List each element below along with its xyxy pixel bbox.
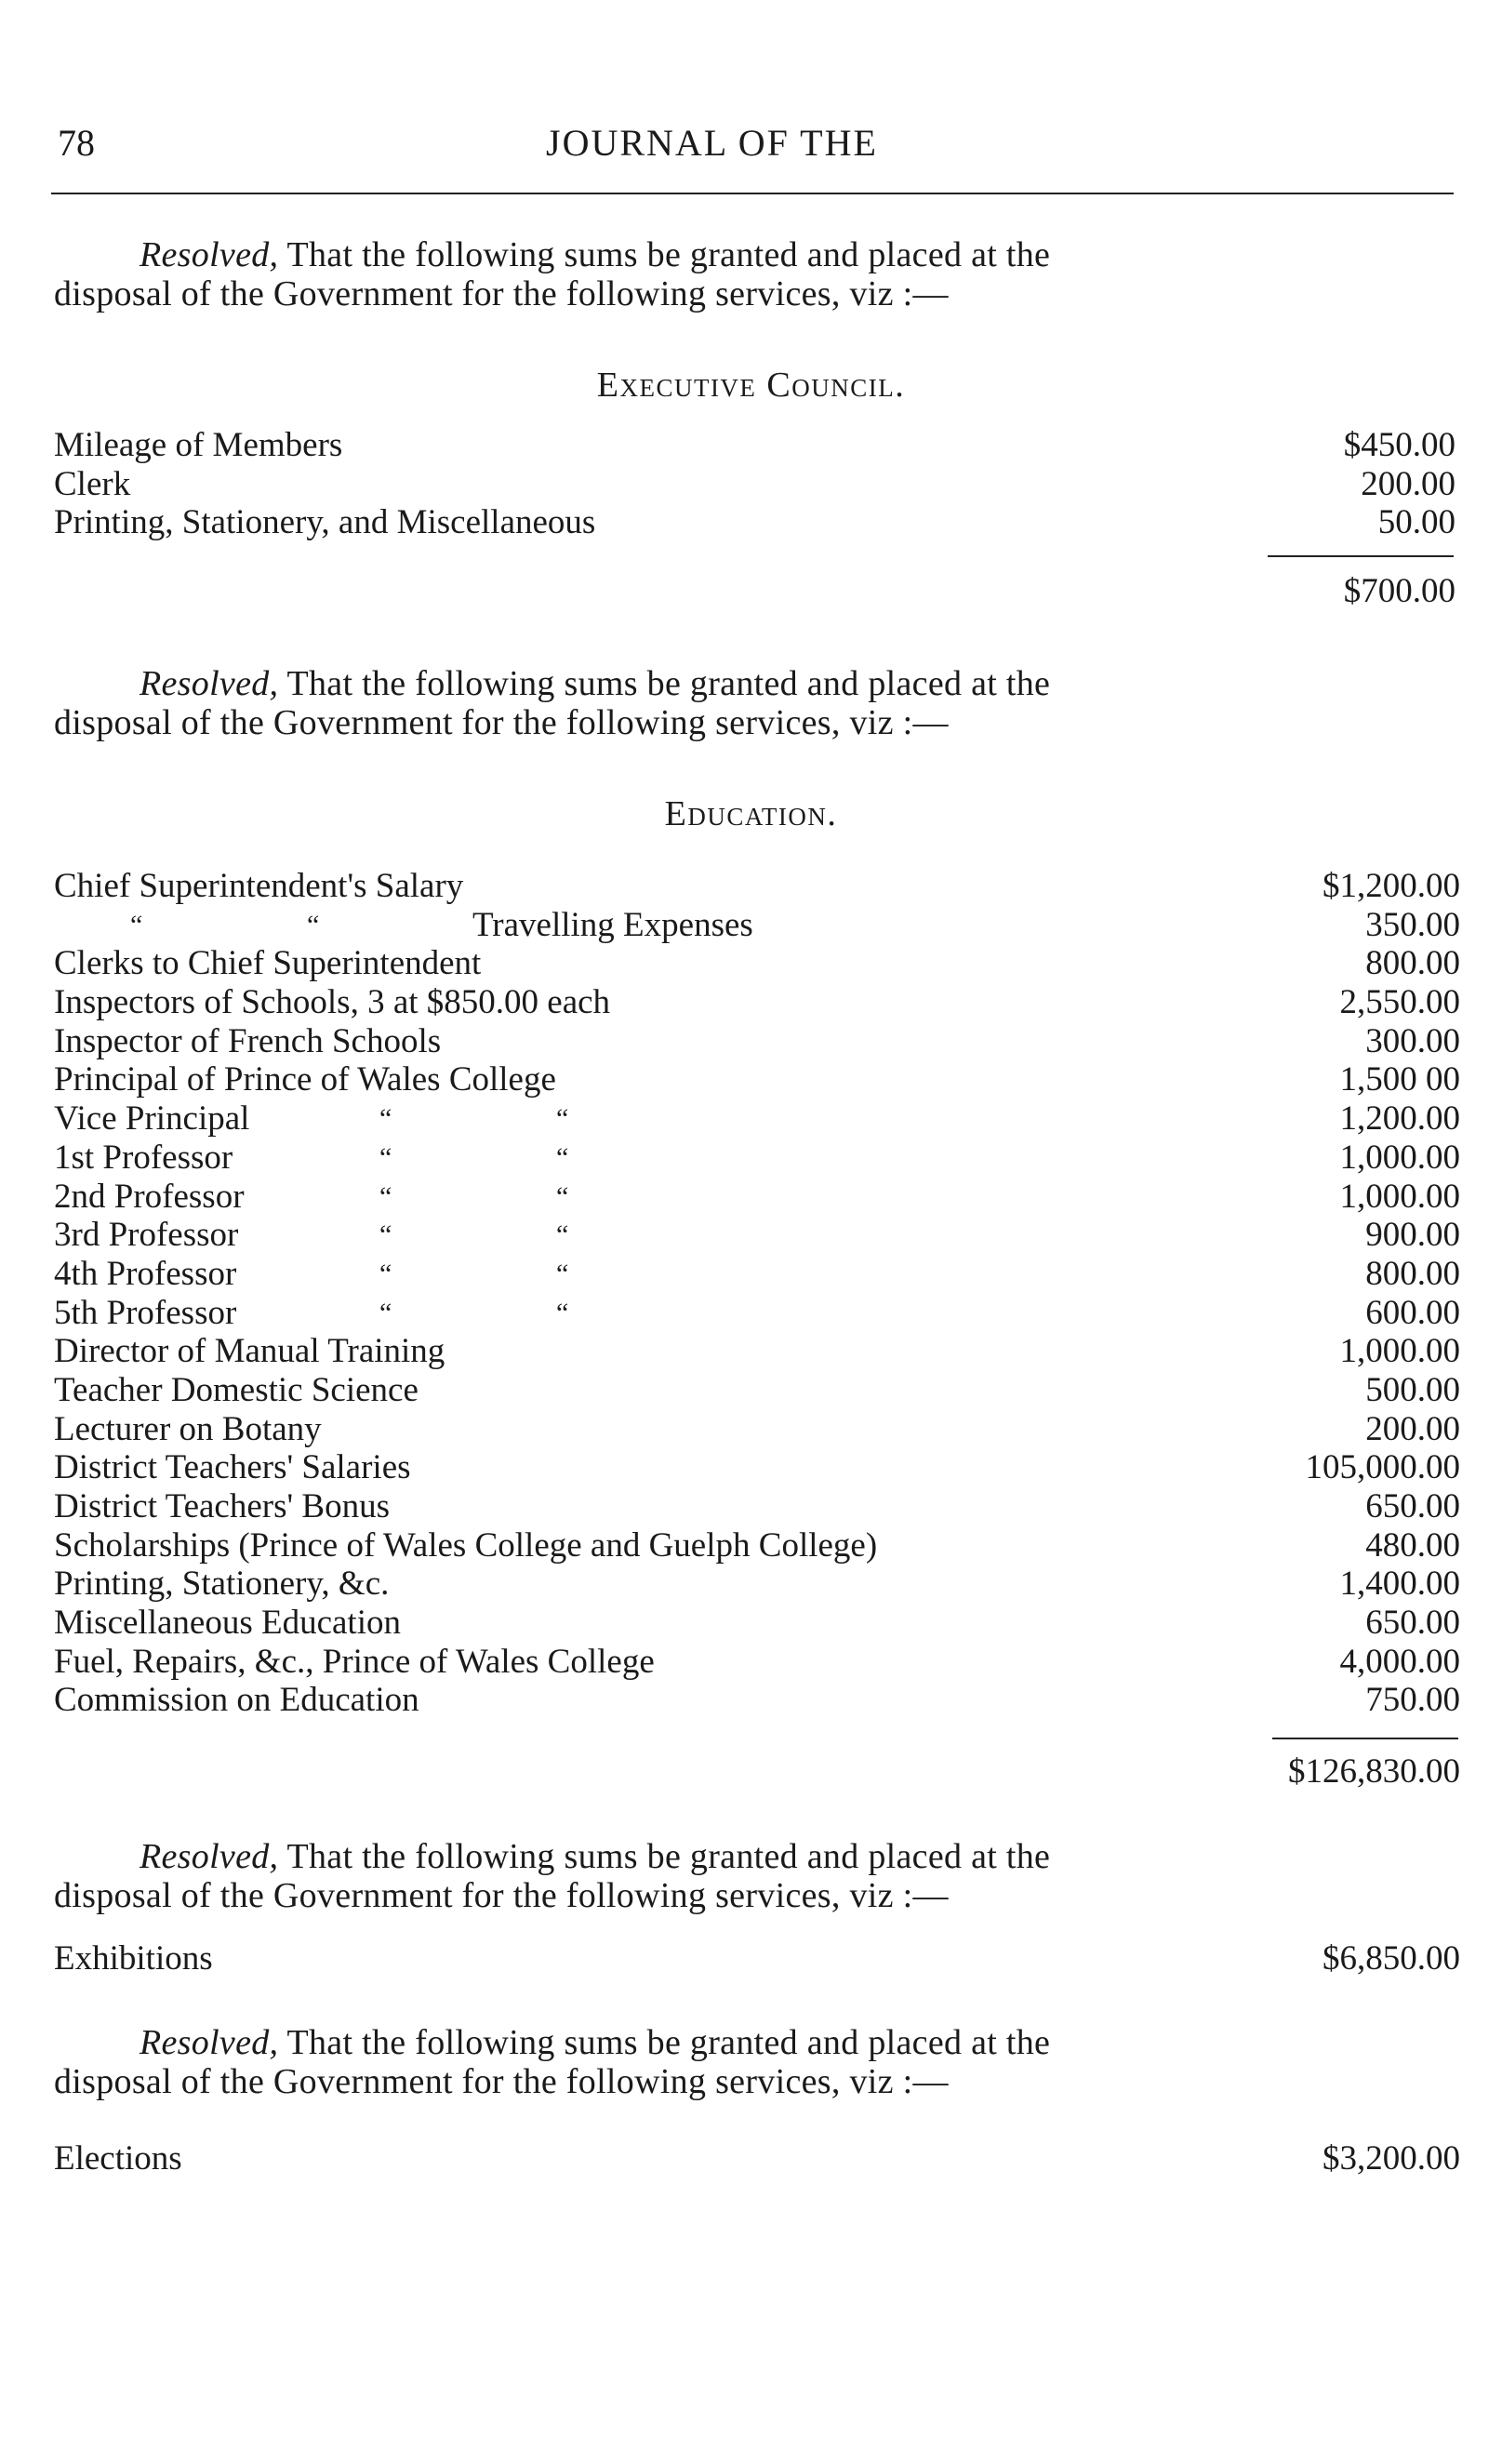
item-amount: 4,000.00 <box>1339 1642 1460 1681</box>
elections-label: Elections <box>54 2139 182 2178</box>
resolution-text-line1: That the following sums be granted and placed at the <box>286 1837 1051 1876</box>
resolution-text-line2: disposal of the Government for the following services, viz :— <box>54 2062 949 2101</box>
ledger-row <box>54 1139 1460 1178</box>
ledger-row <box>54 1294 1460 1333</box>
ledger-row <box>54 867 1460 906</box>
item-label: Teacher Domestic Science <box>54 1370 419 1409</box>
item-label: Vice Principal <box>54 1099 250 1139</box>
item-amount: 900.00 <box>1365 1216 1460 1255</box>
item-amount: 105,000.00 <box>1305 1448 1460 1487</box>
item-amount: 300.00 <box>1365 1021 1460 1060</box>
resolution-text-line1: That the following sums be granted and placed at the <box>286 2023 1051 2062</box>
item-amount: 500.00 <box>1365 1370 1460 1409</box>
item-amount: $450.00 <box>1343 426 1455 464</box>
ledger-row <box>54 944 1460 983</box>
ledger-row <box>54 1526 1460 1565</box>
item-amount: 800.00 <box>1365 944 1460 983</box>
ledger-row <box>54 1060 1460 1099</box>
page-number: 78 <box>58 122 95 164</box>
item-label: Clerks to Chief Superintendent <box>54 944 482 983</box>
resolved-word: Resolved, <box>140 664 279 703</box>
ledger-row <box>54 1255 1460 1294</box>
item-amount: 650.00 <box>1365 1604 1460 1643</box>
ditto-mark: “ <box>379 1297 392 1328</box>
item-amount: 1,400.00 <box>1339 1565 1460 1604</box>
exhibitions-amount: $6,850.00 <box>1323 1939 1460 1978</box>
item-amount: 50.00 <box>1377 503 1455 542</box>
resolution-text-line1: That the following sums be granted and placed at the <box>286 235 1051 274</box>
ditto-mark: “ <box>379 1219 392 1251</box>
item-amount: 650.00 <box>1365 1487 1460 1525</box>
ledger-row <box>54 465 1455 504</box>
running-head <box>58 112 1460 167</box>
item-amount: 350.00 <box>1365 905 1460 944</box>
ledger-row <box>54 1371 1460 1410</box>
resolved-word: Resolved, <box>140 1837 279 1876</box>
ledger-row <box>54 1332 1460 1371</box>
item-label: 3rd Professor <box>54 1216 239 1255</box>
item-label: Inspector of French Schools <box>54 1021 442 1060</box>
exhibitions-row <box>54 1938 1460 1980</box>
item-label: Director of Manual Training <box>54 1332 445 1371</box>
ledger-row <box>54 1643 1460 1682</box>
ledger-row <box>54 1565 1460 1604</box>
exhibitions-label: Exhibitions <box>54 1939 213 1978</box>
item-label: Chief Superintendent's Salary <box>54 867 464 905</box>
ledger-row <box>54 1216 1460 1255</box>
ditto-mark: “ <box>556 1180 569 1212</box>
ditto-mark: “ <box>130 909 143 940</box>
item-amount: 480.00 <box>1365 1525 1460 1565</box>
ditto-mark: “ <box>379 1103 392 1135</box>
ledger-row <box>54 1410 1460 1449</box>
education-items <box>54 867 1460 1720</box>
ditto-mark: “ <box>556 1103 569 1135</box>
ledger-row <box>54 1448 1460 1487</box>
resolution-text-line2: disposal of the Government for the following services, viz :— <box>54 1876 949 1915</box>
item-label: Inspectors of Schools, 3 at $850.00 each <box>54 983 611 1022</box>
ledger-row <box>54 1604 1460 1643</box>
executive-council-total: $700.00 <box>1343 572 1455 610</box>
elections-row <box>54 2138 1460 2180</box>
executive-council-items <box>54 426 1455 542</box>
ditto-mark: “ <box>379 1141 392 1173</box>
resolution-paragraph <box>54 235 1272 313</box>
ledger-row <box>54 906 1460 945</box>
item-label: Commission on Education <box>54 1681 419 1720</box>
item-amount: 1,000.00 <box>1339 1138 1460 1177</box>
ditto-mark: “ <box>556 1258 569 1289</box>
ledger-row <box>54 1022 1460 1061</box>
ditto-mark: “ <box>379 1258 392 1289</box>
header-rule <box>51 193 1454 194</box>
item-label: Scholarships (Prince of Wales College and Guelph College) <box>54 1525 878 1565</box>
item-amount: 1,200.00 <box>1339 1099 1460 1139</box>
item-label: District Teachers' Salaries <box>54 1448 411 1487</box>
item-amount: 1,500 00 <box>1339 1060 1460 1099</box>
resolved-word: Resolved, <box>140 2023 279 2062</box>
ledger-row <box>54 1178 1460 1217</box>
item-amount: 1,000.00 <box>1339 1332 1460 1371</box>
item-amount: 750.00 <box>1365 1681 1460 1720</box>
ledger-row <box>54 503 1455 542</box>
item-label: 4th Professor <box>54 1254 237 1293</box>
item-label: Lecturer on Botany <box>54 1409 322 1448</box>
resolution-text-line1: That the following sums be granted and placed at the <box>286 664 1051 703</box>
resolution-paragraph <box>54 664 1272 742</box>
item-label: 2nd Professor <box>54 1177 245 1216</box>
item-amount: 600.00 <box>1365 1293 1460 1332</box>
item-amount: 1,000.00 <box>1339 1177 1460 1216</box>
ditto-mark: “ <box>307 909 320 940</box>
item-label: 5th Professor <box>54 1293 237 1332</box>
resolved-word: Resolved, <box>140 235 279 274</box>
ditto-mark: “ <box>556 1219 569 1251</box>
item-label: Printing, Stationery, &c. <box>54 1565 390 1604</box>
resolution-paragraph <box>54 2023 1272 2101</box>
education-total: $126,830.00 <box>1288 1752 1460 1791</box>
item-label: 1st Professor <box>54 1138 233 1177</box>
ditto-mark: “ <box>556 1297 569 1328</box>
item-label: Principal of Prince of Wales College <box>54 1060 556 1099</box>
item-label: Clerk <box>54 464 131 503</box>
elections-amount: $3,200.00 <box>1323 2139 1460 2178</box>
item-amount: 800.00 <box>1365 1254 1460 1293</box>
item-label: District Teachers' Bonus <box>54 1487 390 1525</box>
resolution-text-line2: disposal of the Government for the following services, viz :— <box>54 703 949 742</box>
item-amount: 200.00 <box>1365 1409 1460 1448</box>
executive-council-sum-rule <box>1268 555 1454 557</box>
ledger-row <box>54 426 1455 465</box>
ledger-row <box>54 983 1460 1022</box>
item-label: Printing, Stationery, and Miscellaneous <box>54 503 596 542</box>
executive-council-heading: Executive Council. <box>596 366 906 405</box>
resolution-text-line2: disposal of the Government for the following services, viz :— <box>54 274 949 313</box>
ledger-row <box>54 1099 1460 1139</box>
ledger-row <box>54 1681 1460 1720</box>
item-amount: 200.00 <box>1361 464 1455 503</box>
education-heading: Education. <box>664 794 838 833</box>
journal-title: JOURNAL OF THE <box>546 122 878 164</box>
item-sublabel: Travelling Expenses <box>472 905 753 944</box>
education-sum-rule <box>1272 1738 1458 1739</box>
item-label: Fuel, Repairs, &c., Prince of Wales College <box>54 1642 655 1681</box>
ditto-mark: “ <box>556 1141 569 1173</box>
item-label: Mileage of Members <box>54 426 343 464</box>
item-label: Miscellaneous Education <box>54 1604 401 1643</box>
item-amount: $1,200.00 <box>1323 867 1460 905</box>
item-amount: 2,550.00 <box>1339 983 1460 1022</box>
ledger-row <box>54 1487 1460 1526</box>
resolution-paragraph <box>54 1837 1272 1915</box>
ditto-mark: “ <box>379 1180 392 1212</box>
